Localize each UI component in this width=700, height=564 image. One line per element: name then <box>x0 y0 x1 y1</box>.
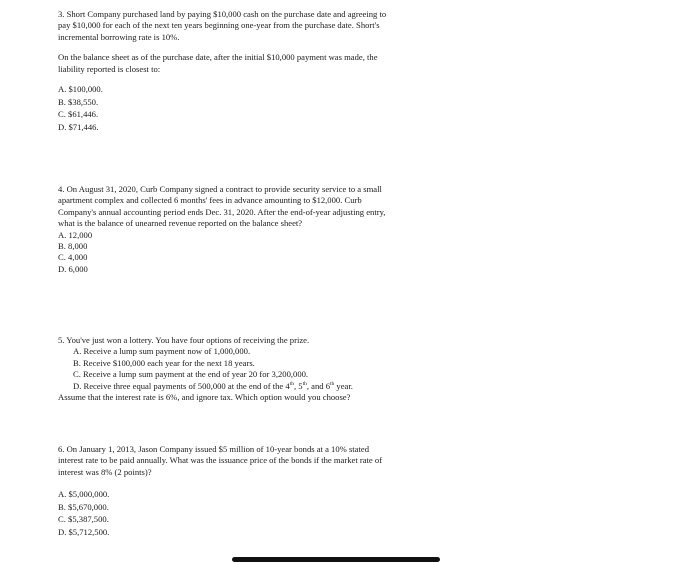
q4-option-c: C. 4,000 <box>58 252 88 263</box>
q5-intro: 5. You've just won a lottery. You have four options of receiving the prize. <box>58 335 310 345</box>
q4-stem-line: 4. On August 31, 2020, Curb Company signed a contract to provide security service to a small <box>58 184 382 194</box>
q3-stem-line: incremental borrowing rate is 10%. <box>58 31 180 42</box>
q5-closing: Assume that the interest rate is 6%, and ignore tax. Which option would you choose? <box>58 392 351 403</box>
q6-option-b: B. $5,670,000. <box>58 501 109 512</box>
question-4 <box>58 184 458 275</box>
q3-option-a: A. $100,000. <box>58 84 103 95</box>
q6-stem-line: interest was 8% (2 points)? <box>58 466 152 477</box>
q5-option-d-prefix: D. Receive three equal payments of 500,000 at the end of the 4 <box>73 380 290 391</box>
ordinal-suffix: th <box>330 380 335 387</box>
q6-stem-line: interest rate to be paid annually. What was the issuance price of the bonds if the market rate of <box>58 455 383 466</box>
q5-option-b: B. Receive $100,000 each year for the next 18 years. <box>73 357 255 368</box>
q5-option-d <box>58 381 458 392</box>
question-3 <box>58 9 458 133</box>
q3-option-b: B. $38,550. <box>58 96 99 107</box>
q4-options <box>58 230 458 276</box>
q5-option-d-mid: , and 6 <box>306 380 330 391</box>
q5-option-d-mid: , 5 <box>293 380 303 391</box>
q4-stem-line: apartment complex and collected 6 months' fees in advance amounting to $12,000. Curb <box>58 195 362 206</box>
question-6 <box>58 444 458 539</box>
q4-option-d: D. 6,000 <box>58 263 88 274</box>
q6-stem-line: 6. On January 1, 2013, Jason Company issued $5 million of 10-year bonds at a 10% stated <box>58 444 369 454</box>
question-5 <box>58 335 458 403</box>
q5-option-a: A. Receive a lump sum payment now of 1,000,000. <box>73 346 251 357</box>
home-indicator-bar[interactable] <box>232 557 440 562</box>
q3-option-c: C. $61,446. <box>58 109 99 120</box>
q4-stem-line: Company's annual accounting period ends Dec. 31, 2020. After the end-of-year adjusting entry, <box>58 206 386 217</box>
q3-stem-line: 3. Short Company purchased land by paying $10,000 cash on the purchase date and agreeing to <box>58 9 387 19</box>
q3-question-line: liability reported is closest to: <box>58 63 161 74</box>
q4-option-a: A. 12,000 <box>58 229 93 240</box>
q3-stem-line: pay $10,000 for each of the next ten years beginning one-year from the purchase date. Short's <box>58 20 380 31</box>
q6-options <box>58 488 458 538</box>
q6-option-d: D. $5,712,500. <box>58 527 110 537</box>
q6-option-c: C. $5,387,500. <box>58 514 109 525</box>
q4-stem-line: what is the balance of unearned revenue reported on the balance sheet? <box>58 218 303 229</box>
ordinal-suffix: th <box>289 380 294 387</box>
ordinal-suffix: th <box>302 380 307 387</box>
q5-option-c: C. Receive a lump sum payment at the end of year 20 for 3,200,000. <box>73 369 309 380</box>
q3-option-d: D. $71,446. <box>58 121 99 132</box>
q3-options <box>58 83 458 133</box>
q3-question-line: On the balance sheet as of the purchase date, after the initial $10,000 payment was made, the <box>58 52 378 63</box>
q4-option-b: B. 8,000 <box>58 241 88 252</box>
q6-option-a: A. $5,000,000. <box>58 489 110 500</box>
q5-option-d-suffix: year. <box>334 380 353 391</box>
